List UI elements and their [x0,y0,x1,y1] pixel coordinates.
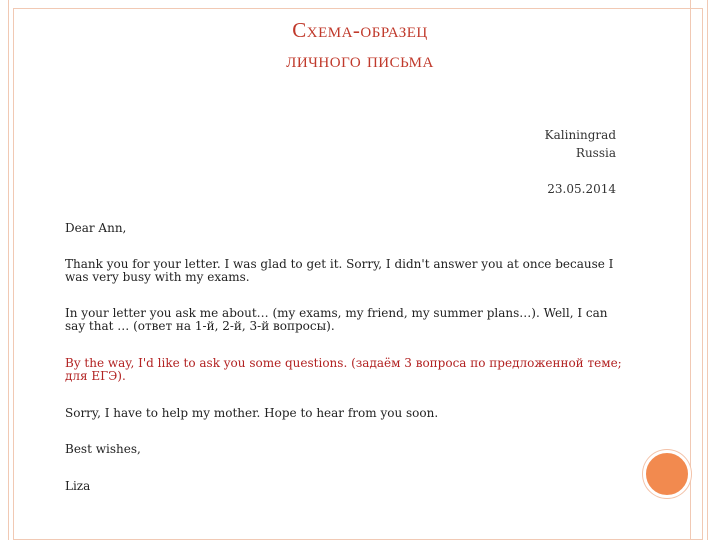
slide-title-line1: Схема-образец [292,18,428,42]
letter-paragraph-4: Sorry, I have to help my mother. Hope to hear from you soon. [65,406,439,420]
letter-date: 23.05.2014 [547,182,616,196]
frame-right-line [690,0,691,540]
letter-greeting: Dear Ann, [65,221,127,235]
decorative-circle [643,450,691,498]
address-country: Russia [575,146,616,160]
letter-paragraph-1: Thank you for your letter. I was glad to get it. Sorry, I didn't answer you at once because I was very busy with my exams. [65,257,614,284]
letter-closing: Best wishes, [65,442,141,456]
letter-paragraph-3: By the way, I'd like to ask you some questions. (задаём 3 вопроса по предложенной теме; для ЕГЭ). [65,356,622,383]
address-city: Kaliningrad [544,128,616,142]
slide-title-line2: личного письма [286,48,434,72]
letter-paragraph-2: In your letter you ask me about… (my exams, my friend, my summer plans…). Well, I can say that … (ответ на 1-й, 2-й, 3-й вопросы). [65,306,608,333]
letter-signature: Liza [65,479,91,493]
